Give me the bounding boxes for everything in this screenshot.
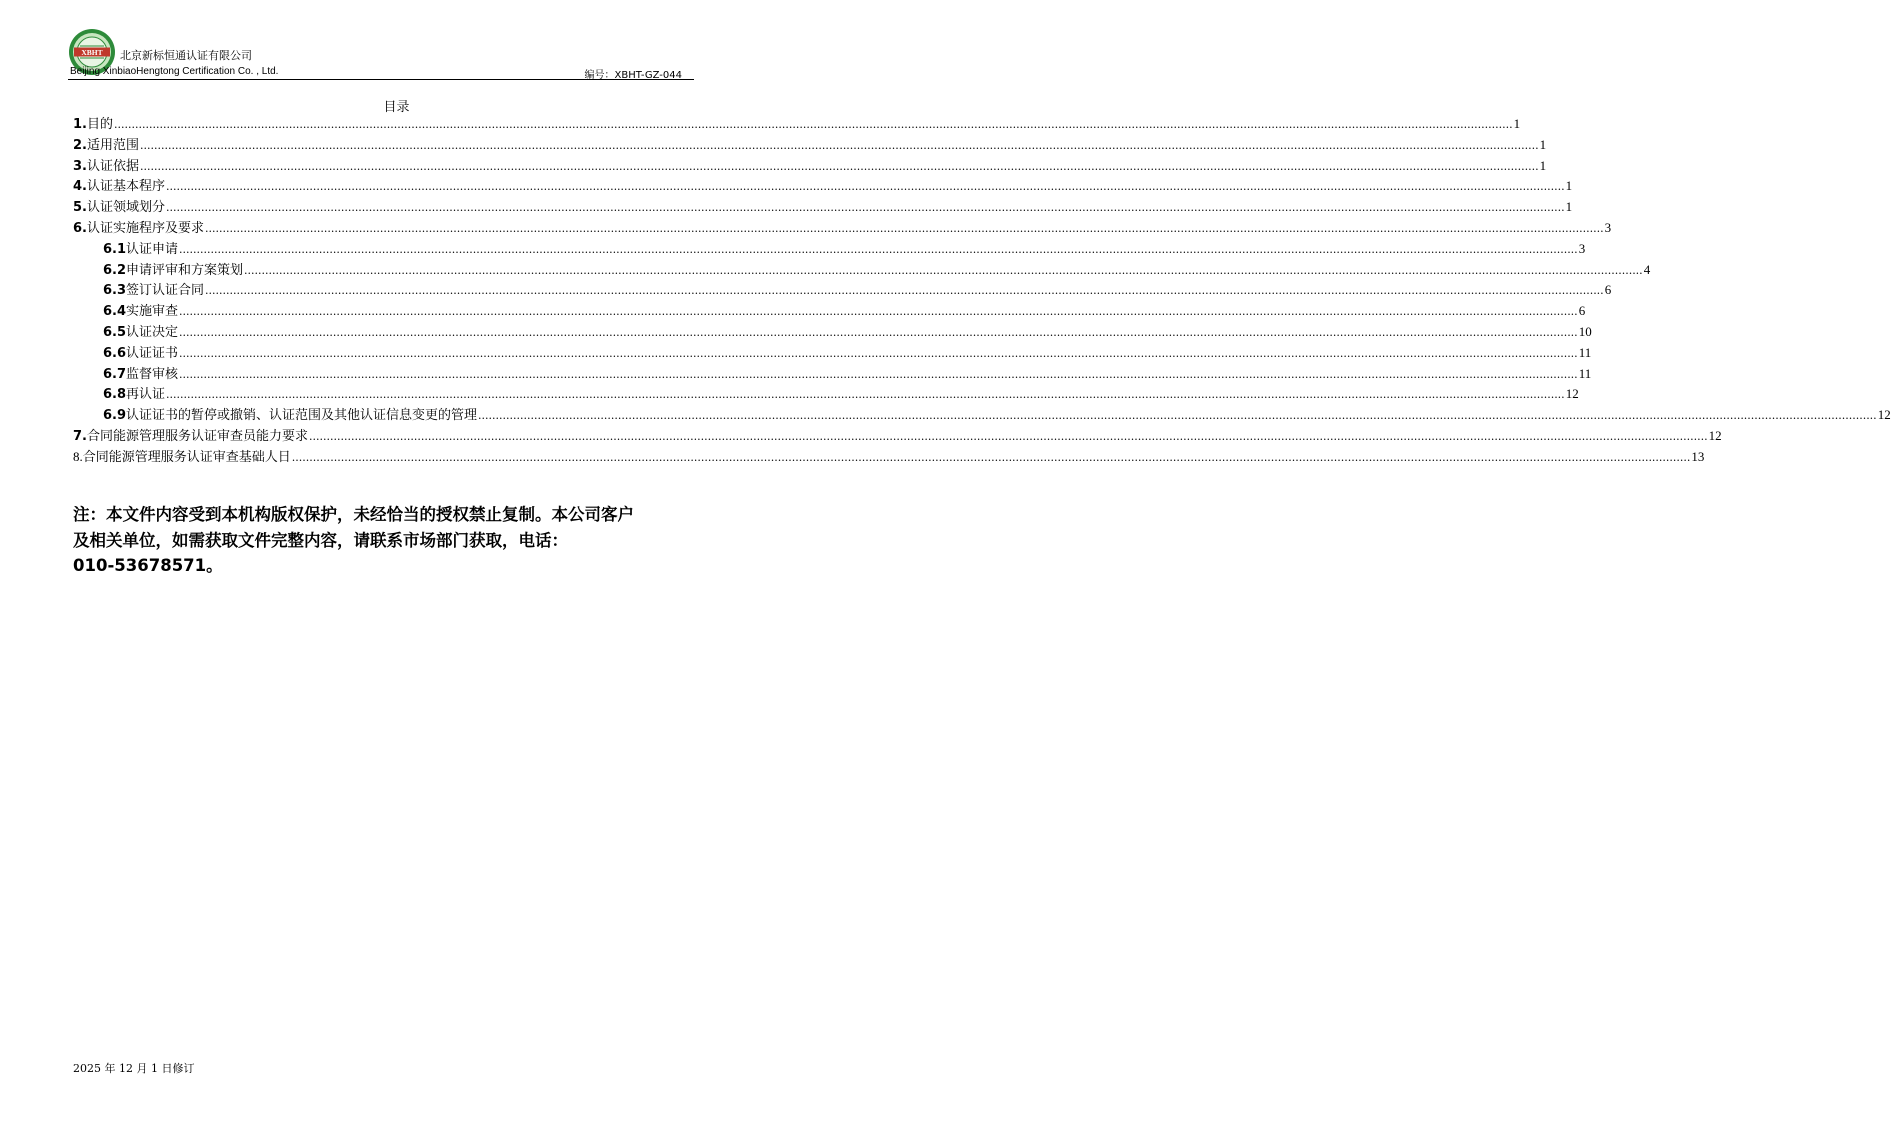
toc-entry-number: 6.3 xyxy=(103,283,127,299)
toc-entry-page: 1 xyxy=(1539,157,1547,173)
toc-entry[interactable] xyxy=(73,364,1592,385)
toc-entry[interactable] xyxy=(73,260,1651,281)
toc-entry-number: 6.6 xyxy=(103,345,127,361)
toc-dot-leader: ................................................................................................................................................................................................................................................................................................................................................................................................................ xyxy=(114,118,1513,131)
toc-entry-label: 监督审核 xyxy=(126,366,179,382)
toc-entry[interactable] xyxy=(73,218,1612,239)
company-name-cn: 北京新标恒通认证有限公司 xyxy=(120,49,252,62)
toc-entry[interactable] xyxy=(73,239,1586,260)
toc-entry[interactable] xyxy=(73,384,1579,405)
toc-entry-label: 认证证书的暂停或撤销、认证范围及其他认证信息变更的管理 xyxy=(126,408,478,424)
toc-dot-leader: ................................................................................................................................................................................................................................................................................................................................................................................................................ xyxy=(179,242,1578,256)
toc-entry-number: 6.7 xyxy=(103,366,127,382)
toc-entry-page: 12 xyxy=(1708,427,1722,443)
toc-entry-number: 4. xyxy=(73,179,87,195)
toc-dot-leader: ................................................................................................................................................................................................................................................................................................................................................................................................................ xyxy=(140,159,1539,173)
toc-dot-leader: ................................................................................................................................................................................................................................................................................................................................................................................................................ xyxy=(478,409,1877,423)
toc-entry-label: 申请评审和方案策划 xyxy=(126,262,244,278)
toc-entry-label: 认证实施程序及要求 xyxy=(86,220,204,236)
toc-dot-leader: ................................................................................................................................................................................................................................................................................................................................................................................................................ xyxy=(140,138,1539,152)
toc-entry[interactable] xyxy=(73,343,1592,364)
toc-entry-label: 适用范围 xyxy=(86,137,139,153)
toc-dot-leader: ................................................................................................................................................................................................................................................................................................................................................................................................................ xyxy=(291,450,1691,464)
toc-dot-leader: ................................................................................................................................................................................................................................................................................................................................................................................................................ xyxy=(179,325,1578,339)
revision-date: 2025 年 12 月 1 日修订 xyxy=(73,1062,195,1075)
toc-entry-label: 认证基本程序 xyxy=(86,179,165,195)
toc-entry-number: 2. xyxy=(73,137,87,153)
toc-entry-label: 实施审查 xyxy=(126,304,179,320)
toc-entry-label: 合同能源管理服务认证审查员能力要求 xyxy=(86,428,308,444)
toc-entry-page: 12 xyxy=(1877,407,1891,423)
toc-dot-leader: ................................................................................................................................................................................................................................................................................................................................................................................................................ xyxy=(166,388,1565,402)
toc-entry-number: 6.4 xyxy=(103,304,127,320)
toc-entry-page: 1 xyxy=(1513,116,1521,131)
toc-entry-number: 6.2 xyxy=(103,262,127,278)
header-rule xyxy=(68,79,694,80)
toc-entry-label: 认证证书 xyxy=(126,345,179,361)
toc-entry-page: 1 xyxy=(1565,199,1573,215)
company-name-en: Beijing XinbiaoHengtong Certification Co. , Ltd. xyxy=(70,66,279,77)
toc-entry-number: 5. xyxy=(73,200,87,216)
document-number: 编号：XBHT-GZ-044 xyxy=(584,70,682,81)
toc-dot-leader: ................................................................................................................................................................................................................................................................................................................................................................................................................ xyxy=(179,367,1578,381)
toc-entry-label: 再认证 xyxy=(126,387,166,403)
toc-entry-page: 12 xyxy=(1565,386,1579,402)
toc-dot-leader: ................................................................................................................................................................................................................................................................................................................................................................................................................ xyxy=(205,284,1604,298)
toc-dot-leader: ................................................................................................................................................................................................................................................................................................................................................................................................................ xyxy=(166,201,1565,215)
toc-entry[interactable] xyxy=(73,135,1547,156)
toc-entry-page: 3 xyxy=(1578,240,1586,256)
toc-entry-label: 认证决定 xyxy=(126,324,179,340)
toc-entry-page: 6 xyxy=(1604,282,1612,298)
toc-entry[interactable] xyxy=(73,280,1612,301)
toc-entry[interactable] xyxy=(73,176,1573,197)
note-line-1: 注：本文件内容受到本机构版权保护，未经恰当的授权禁止复制。本公司客户 xyxy=(73,505,634,524)
note-line-3: 010-53678571。 xyxy=(73,556,223,575)
toc-entry-number: 8. xyxy=(73,448,83,464)
toc-entry-page: 11 xyxy=(1578,365,1592,381)
toc-entry[interactable] xyxy=(73,426,1722,447)
page-header xyxy=(68,28,694,80)
toc-entry-number: 6.8 xyxy=(103,387,127,403)
toc-dot-leader: ................................................................................................................................................................................................................................................................................................................................................................................................................ xyxy=(166,180,1565,194)
toc-entry[interactable] xyxy=(73,405,1891,426)
toc-entry-page: 13 xyxy=(1691,448,1705,464)
toc-dot-leader: ................................................................................................................................................................................................................................................................................................................................................................................................................ xyxy=(244,263,1643,277)
toc-entry-number: 1. xyxy=(73,117,87,132)
toc-entry-page: 1 xyxy=(1565,178,1573,194)
toc-dot-leader: ................................................................................................................................................................................................................................................................................................................................................................................................................ xyxy=(179,305,1578,319)
toc-entry-number: 6. xyxy=(73,220,87,236)
toc-entry[interactable] xyxy=(73,114,1521,135)
toc-entry-label: 认证领域划分 xyxy=(86,200,165,216)
toc-entry[interactable] xyxy=(73,197,1573,218)
svg-text:XBHT: XBHT xyxy=(81,48,103,57)
copyright-note xyxy=(73,502,733,579)
toc-entry-label: 认证申请 xyxy=(126,241,179,257)
toc-entry-number: 6.9 xyxy=(103,408,127,424)
toc-entry-label: 认证依据 xyxy=(86,158,139,174)
toc-entry-number: 6.1 xyxy=(103,241,127,257)
toc-entry-page: 11 xyxy=(1578,344,1592,360)
toc-entry-label: 目的 xyxy=(86,117,113,132)
toc-entry-number: 6.5 xyxy=(103,324,127,340)
toc-entry[interactable] xyxy=(73,447,1705,468)
toc-entry-page: 10 xyxy=(1578,323,1592,339)
toc-entry-page: 4 xyxy=(1643,261,1651,277)
toc-dot-leader: ................................................................................................................................................................................................................................................................................................................................................................................................................ xyxy=(179,346,1578,360)
toc-entry-number: 7. xyxy=(73,428,87,444)
toc-entry-page: 6 xyxy=(1578,303,1586,319)
toc-entry[interactable] xyxy=(73,156,1547,177)
table-of-contents xyxy=(73,114,1891,468)
toc-title: 目录 xyxy=(383,100,410,115)
toc-dot-leader: ................................................................................................................................................................................................................................................................................................................................................................................................................ xyxy=(309,429,1708,443)
toc-entry-label: 签订认证合同 xyxy=(126,283,205,299)
note-line-2: 及相关单位，如需获取文件完整内容，请联系市场部门获取，电话： xyxy=(73,530,568,550)
toc-entry-page: 3 xyxy=(1604,219,1612,235)
toc-entry-label: 合同能源管理服务认证审查基础人日 xyxy=(82,449,291,465)
toc-dot-leader: ................................................................................................................................................................................................................................................................................................................................................................................................................ xyxy=(205,221,1604,235)
toc-entry-page: 1 xyxy=(1539,136,1547,152)
toc-entry[interactable] xyxy=(73,301,1586,322)
toc-entry[interactable] xyxy=(73,322,1592,343)
toc-entry-number: 3. xyxy=(73,158,87,174)
